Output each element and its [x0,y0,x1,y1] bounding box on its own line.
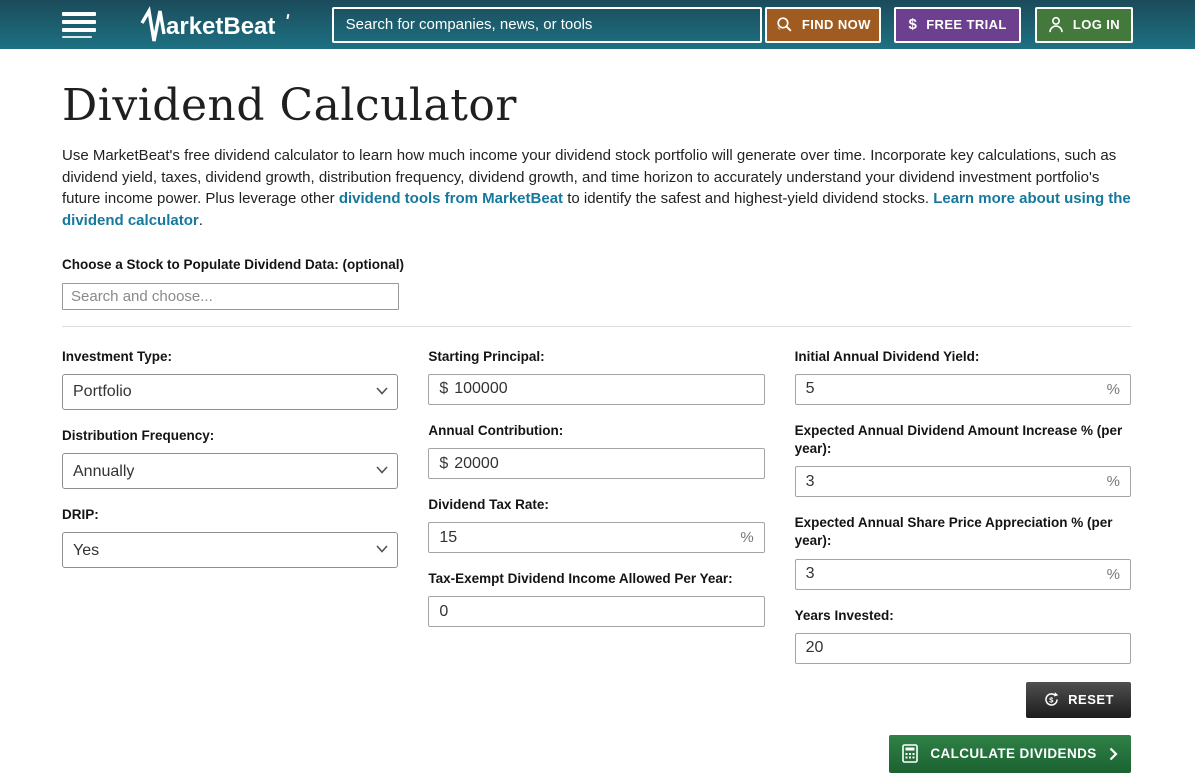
drip-field [62,506,398,568]
form-column-2 [428,348,764,681]
divider [62,326,1131,327]
reset-icon [1043,691,1060,708]
price-appreciation-label: Expected Annual Share Price Appreciation % (per year): [794,515,1113,549]
distribution-frequency-field [62,427,398,489]
tax-exempt-field [428,570,764,627]
reset-label: RESET [1068,692,1114,708]
form-column-1 [62,348,398,681]
find-now-label: FIND NOW [801,17,871,32]
search-icon [776,16,793,33]
years-invested-label: Years Invested: [794,607,894,623]
find-now-button[interactable] [765,7,881,43]
intro-paragraph [62,145,1131,231]
dollar-prefix: $ [439,454,449,472]
tax-exempt-label: Tax-Exempt Dividend Income Allowed Per Year: [428,571,733,587]
form-column-3 [795,348,1131,681]
starting-principal-label: Starting Principal: [428,348,545,364]
page-title: Dividend Calculator [62,80,517,131]
years-invested-input[interactable] [806,639,1120,657]
stock-search-input[interactable] [62,283,399,310]
initial-yield-input[interactable] [806,380,1101,398]
stock-search-label: Choose a Stock to Populate Dividend Data: (optional) [62,257,405,273]
dividend-increase-field [795,422,1131,497]
marketbeat-pulse-icon [141,7,299,43]
years-invested-field [795,607,1131,664]
hamburger-bar [62,36,92,38]
percent-suffix: % [1106,380,1120,398]
svg-text:$: $ [1049,695,1054,705]
dollar-icon: $ [908,16,918,33]
free-trial-button[interactable] [894,7,1021,43]
reset-button[interactable] [1026,682,1131,718]
hamburger-bar [62,20,96,24]
annual-contribution-field [428,422,764,479]
login-button[interactable] [1035,7,1133,43]
annual-contribution-input[interactable] [454,455,753,473]
percent-suffix: % [1106,473,1120,491]
hamburger-menu-icon[interactable] [62,12,96,38]
marketbeat-logo[interactable] [141,7,299,43]
intro-text: to identify the safest and highest-yield dividend stocks. [563,190,934,208]
initial-yield-field [795,348,1131,405]
price-appreciation-input[interactable] [806,565,1101,583]
hamburger-bar [62,12,96,16]
hamburger-bar [62,28,96,32]
logo-text: arketBeat [165,12,276,40]
free-trial-label: FREE TRIAL [926,17,1007,32]
investment-type-field [62,348,398,410]
calculator-form [62,348,1131,681]
tax-exempt-input[interactable] [439,603,753,621]
form-actions [62,682,1131,773]
percent-suffix: % [740,529,754,547]
investment-type-select[interactable] [62,374,398,410]
header [0,0,1195,49]
intro-text: Use MarketBeat's free dividend calculator to learn how much income your dividend stock portfolio will generate over time. Incorporate key calculations, such as dividend yield, taxes, dividend growth, distribution frequency, dividend growth, and time horizon to accurately understand your dividend investment portfolio's future income power. Plus leverage other [62,147,1117,208]
dollar-prefix: $ [439,380,449,398]
dividend-increase-label: Expected Annual Dividend Amount Increase % (per year): [794,422,1123,457]
header-search-input[interactable] [332,7,763,43]
dividend-increase-input[interactable] [806,473,1101,491]
intro-text: . [198,211,203,229]
link-learn-more[interactable]: Learn more about using the dividend calculator [62,190,1131,229]
main-content [62,80,1131,773]
dividend-tax-rate-label: Dividend Tax Rate: [428,497,549,513]
starting-principal-field [428,348,764,405]
price-appreciation-field [795,514,1131,589]
distribution-frequency-label: Distribution Frequency: [62,427,215,443]
investment-type-label: Investment Type: [62,348,173,364]
dividend-tax-rate-field [428,496,764,553]
chevron-right-icon [1109,747,1118,761]
initial-yield-label: Initial Annual Dividend Yield: [794,348,980,364]
percent-suffix: % [1106,565,1120,583]
distribution-frequency-select[interactable] [62,453,398,489]
link-dividend-tools[interactable]: dividend tools from MarketBeat [338,190,564,208]
calculator-icon [902,744,918,763]
drip-select[interactable] [62,532,398,568]
user-icon [1048,16,1064,33]
starting-principal-input[interactable] [454,380,753,398]
login-label: LOG IN [1072,17,1121,32]
dividend-tax-rate-input[interactable] [439,529,734,547]
calculate-label: CALCULATE DIVIDENDS [930,746,1097,762]
annual-contribution-label: Annual Contribution: [428,422,564,438]
drip-label: DRIP: [62,507,99,523]
calculate-dividends-button[interactable] [889,735,1131,773]
